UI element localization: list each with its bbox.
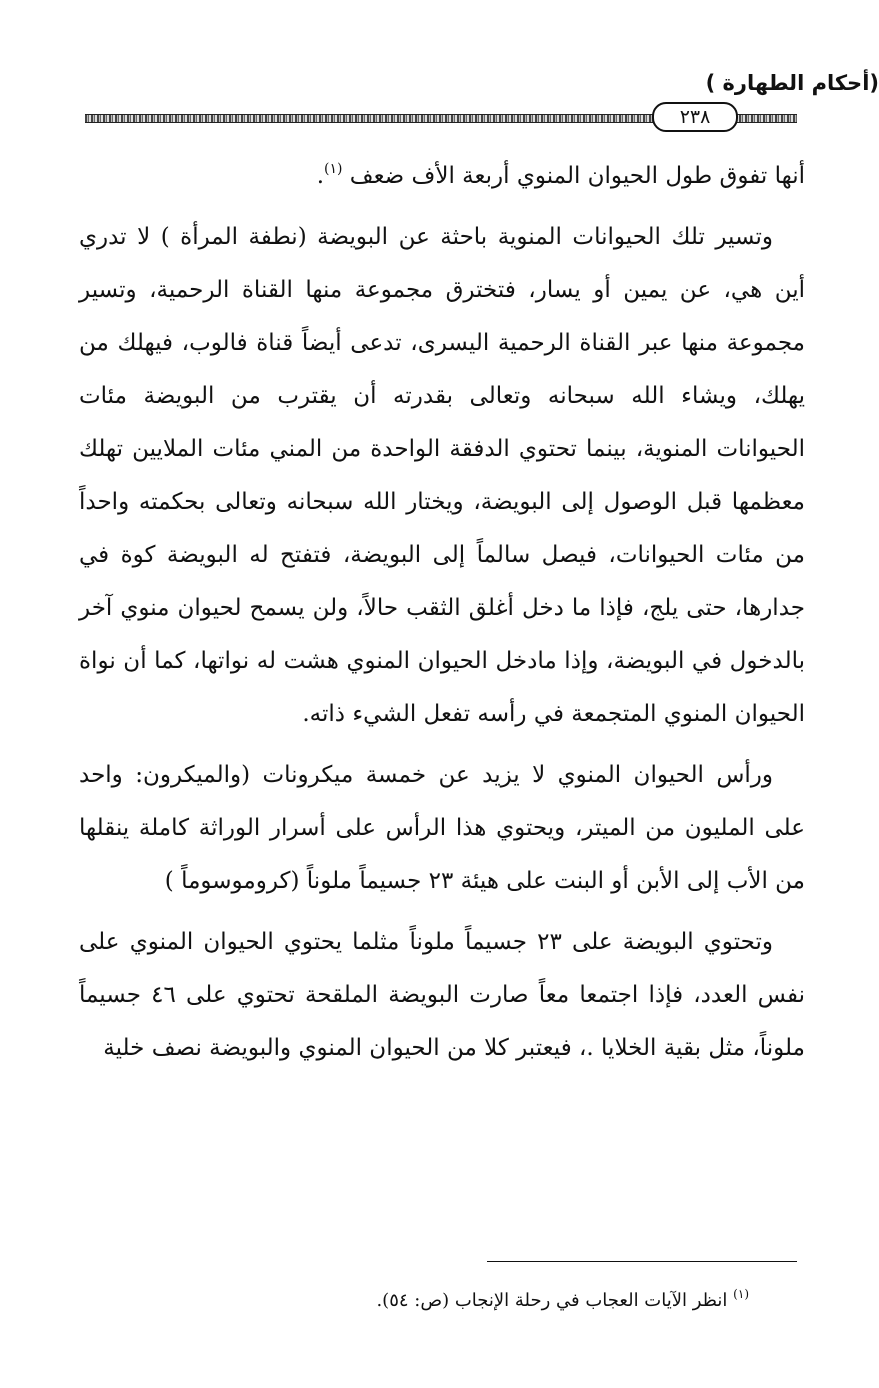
paragraph-3: ورأس الحيوان المنوي لا يزيد عن خمسة ميكرونات (والميكرون: واحد على المليون من الميتر، ويحتوي هذا الرأس على أسرار الوراثة كاملة ينقلها من الأب إلى الأبن أو البنت على هيئة ٢٣ جسيماً ملوناً (كروموسوماً ) — [79, 762, 805, 894]
page-number: ٢٣٨ — [652, 102, 738, 132]
footnote — [129, 1286, 749, 1316]
body-text — [79, 150, 805, 1075]
running-title: (أحكام الطهارة ) — [705, 71, 879, 95]
paragraph-1-tail: . — [316, 163, 324, 189]
paragraph-2: وتسير تلك الحيوانات المنوية باحثة عن البويضة (نطفة المرأة ) لا تدري أين هي، عن يمين أو يسار، فتخترق مجموعة منها القناة الرحمية، وتسير مجموعة منها عبر القناة الرحمية اليسرى، تدعى أيضاً قناة فالوب، فيهلك من يهلك، ويشاء الله سبحانه وتعالى بقدرته أن يقترب من البويضة مئات الحيوانات المنوية، بينما تحتوي الدفقة الواحدة من المني مئات الملايين تهلك معظمها قبل الوصول إلى البويضة، ويختار الله سبحانه وتعالى بحكمته واحداً من مئات الحيوانات، فيصل سالماً إلى البويضة، فتفتح له البويضة كوة في جدارها، حتى يلج، فإذا ما دخل أغلق الثقب حالاً، ولن يسمح لحيوان منوي آخر بالدخول في البويضة، وإذا مادخل الحيوان المنوي هشت له نواتها، كما أن نواة الحيوان المنوي المتجمعة في رأسه تفعل الشيء ذاته. — [79, 224, 805, 727]
paragraph-4: وتحتوي البويضة على ٢٣ جسيماً ملوناً مثلما يحتوي الحيوان المنوي على نفس العدد، فإذا اجتمعا معاً صارت البويضة الملقحة تحتوي على ٤٦ جسيماً ملوناً، مثل بقية الخلايا .، فيعتبر كلا من الحيوان المنوي والبويضة نصف خلية — [79, 929, 806, 1061]
footnote-marker: (١) — [733, 1287, 749, 1301]
footnote-reference[interactable]: (١) — [324, 161, 343, 177]
footnote-divider — [487, 1261, 797, 1262]
footnote-text: انظر الآيات العجاب في رحلة الإنجاب (ص: ٥٤). — [376, 1290, 728, 1311]
paragraph-1 — [79, 150, 805, 203]
paragraph-1-text: أنها تفوق طول الحيوان المنوي أربعة الأف ضعف — [349, 163, 805, 189]
